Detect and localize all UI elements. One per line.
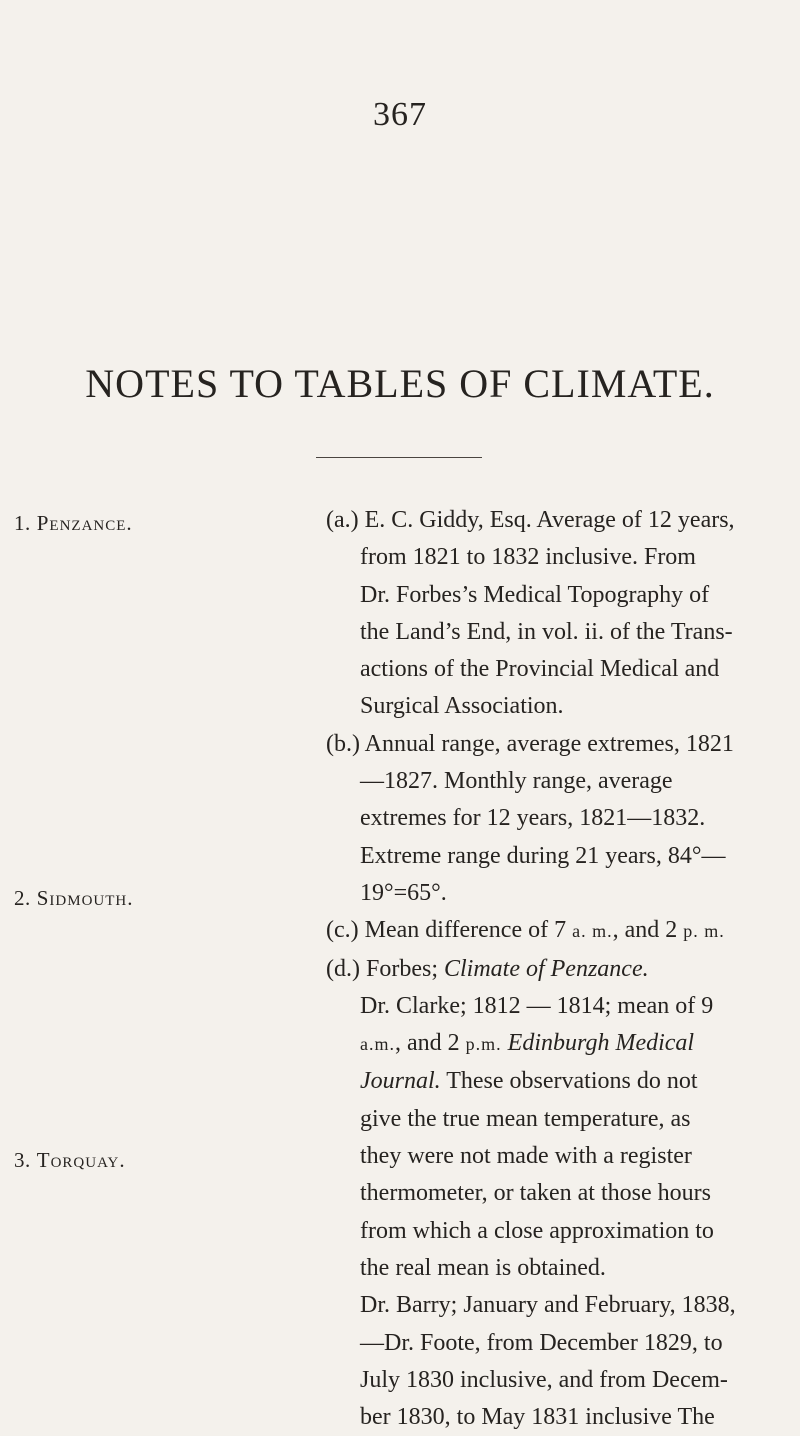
page-number: 367 <box>373 96 427 133</box>
note-b-line: Extreme range during 21 years, 84°— <box>360 842 726 869</box>
note-c-marker: (c.) <box>326 917 359 944</box>
sidmouth-line: Dr. Clarke; 1812 — 1814; mean of 9 <box>360 992 714 1019</box>
note-a-line: Dr. Forbes’s Medical Topography of <box>360 581 710 608</box>
torquay-line: ber 1830, to May 1831 inclusive The <box>360 1404 715 1431</box>
note-a-line: Surgical Association. <box>360 693 564 720</box>
note-b-marker: (b.) <box>326 730 360 757</box>
note-d-marker: (d.) <box>326 955 360 982</box>
sidmouth-line: thermometer, or taken at those hours <box>360 1180 711 1207</box>
page-title: NOTES TO TABLES OF CLIMATE. <box>85 361 715 406</box>
torquay-line: —Dr. Foote, from December 1829, to <box>360 1329 723 1356</box>
section-number: 2. <box>14 886 31 910</box>
sidmouth-line: from which a close approximation to <box>360 1217 714 1244</box>
section-place: Penzance. <box>36 511 133 535</box>
sidmouth-line: give the true mean temperature, as <box>360 1105 691 1132</box>
note-d-line: (d.) Forbes; Climate of Penzance. <box>326 955 649 982</box>
note-a-line: from 1821 to 1832 inclusive. From <box>360 544 696 571</box>
note-a-line: the Land’s End, in vol. ii. of the Trans- <box>360 618 733 645</box>
section-label-torquay <box>14 1148 126 1173</box>
title-divider <box>316 457 482 458</box>
sidmouth-line: a.m., and 2 p.m. Edinburgh Medical <box>360 1030 695 1057</box>
notes-body <box>326 502 746 1436</box>
section-place: Torquay. <box>36 1148 126 1172</box>
sidmouth-line: Journal. These observations do not <box>360 1068 698 1095</box>
section-number: 3. <box>14 1148 31 1172</box>
torquay-line: July 1830 inclusive, and from Decem- <box>360 1366 728 1393</box>
section-place: Sidmouth. <box>36 886 134 910</box>
sidmouth-line: the real mean is obtained. <box>360 1254 606 1281</box>
sidmouth-line: they were not made with a register <box>360 1143 692 1170</box>
section-label-penzance <box>14 511 133 536</box>
note-b-line: 19°=65°. <box>360 879 447 906</box>
section-label-sidmouth <box>14 886 134 911</box>
note-b-line: extremes for 12 years, 1821—1832. <box>360 805 706 832</box>
note-b-line: —1827. Monthly range, average <box>360 768 673 795</box>
note-a-line: (a.) E. C. Giddy, Esq. Average of 12 years, <box>326 507 735 533</box>
section-number: 1. <box>14 511 31 535</box>
note-c-line: (c.) Mean difference of 7 a. m., and 2 p. m. <box>326 917 725 944</box>
note-b-line: (b.) Annual range, average extremes, 1821 <box>326 730 734 757</box>
note-a-line: actions of the Provincial Medical and <box>360 656 720 683</box>
note-a-marker: (a.) <box>326 507 359 533</box>
torquay-line: Dr. Barry; January and February, 1838, <box>360 1292 736 1319</box>
